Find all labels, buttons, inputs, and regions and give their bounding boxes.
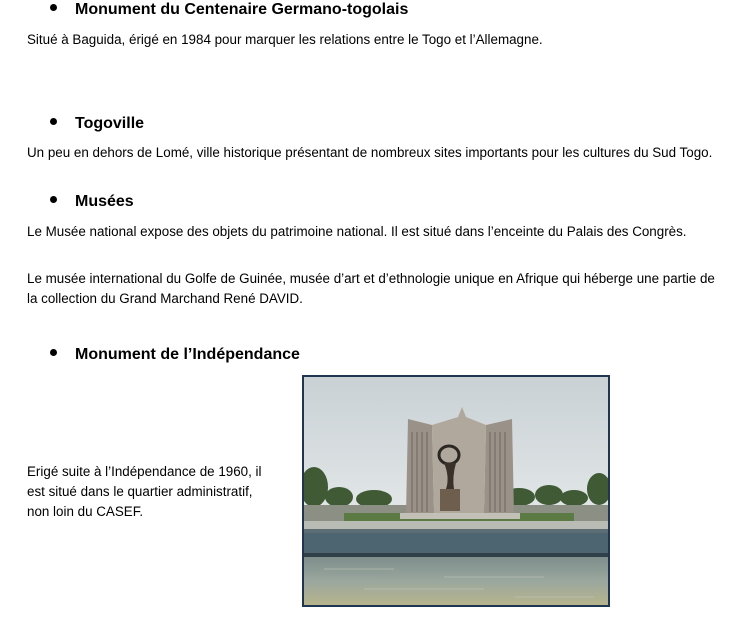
section-heading-centenaire (50, 0, 408, 20)
heading-text: Monument du Centenaire Germano-togolais (75, 1, 409, 18)
heading-text: Monument de l’Indépendance (75, 346, 300, 363)
bullet-icon (50, 118, 57, 125)
paragraph-independance: Erigé suite à l’Indépendance de 1960, il est situé dans le quartier administratif, non loin du CASEF. (27, 464, 262, 519)
paragraph-musee-national: Le Musée national expose des objets du patrimoine national. Il est situé dans l’enceinte du Palais des Congrès. (27, 224, 687, 239)
paragraph-centenaire: Situé à Baguida, érigé en 1984 pour marquer les relations entre le Togo et l’Allemagne. (27, 32, 543, 47)
section-heading-togoville (50, 114, 144, 134)
section-heading-independance (50, 345, 300, 365)
bullet-icon (50, 4, 57, 11)
bullet-icon (50, 196, 57, 203)
paragraph-musee-international: Le musée international du Golfe de Guinée, musée d’art et d’ethnologie unique en Afrique qui héberge une partie de la collection du Grand Marchand René DAVID. (27, 271, 715, 306)
paragraph-togoville: Un peu en dehors de Lomé, ville historique présentant de nombreux sites importants pour les cultures du Sud Togo. (27, 145, 713, 160)
section-heading-musees (50, 192, 134, 212)
independence-monument-photo (302, 375, 610, 607)
heading-text: Togoville (75, 115, 145, 132)
heading-text: Musées (75, 193, 134, 210)
bullet-icon (50, 349, 57, 356)
